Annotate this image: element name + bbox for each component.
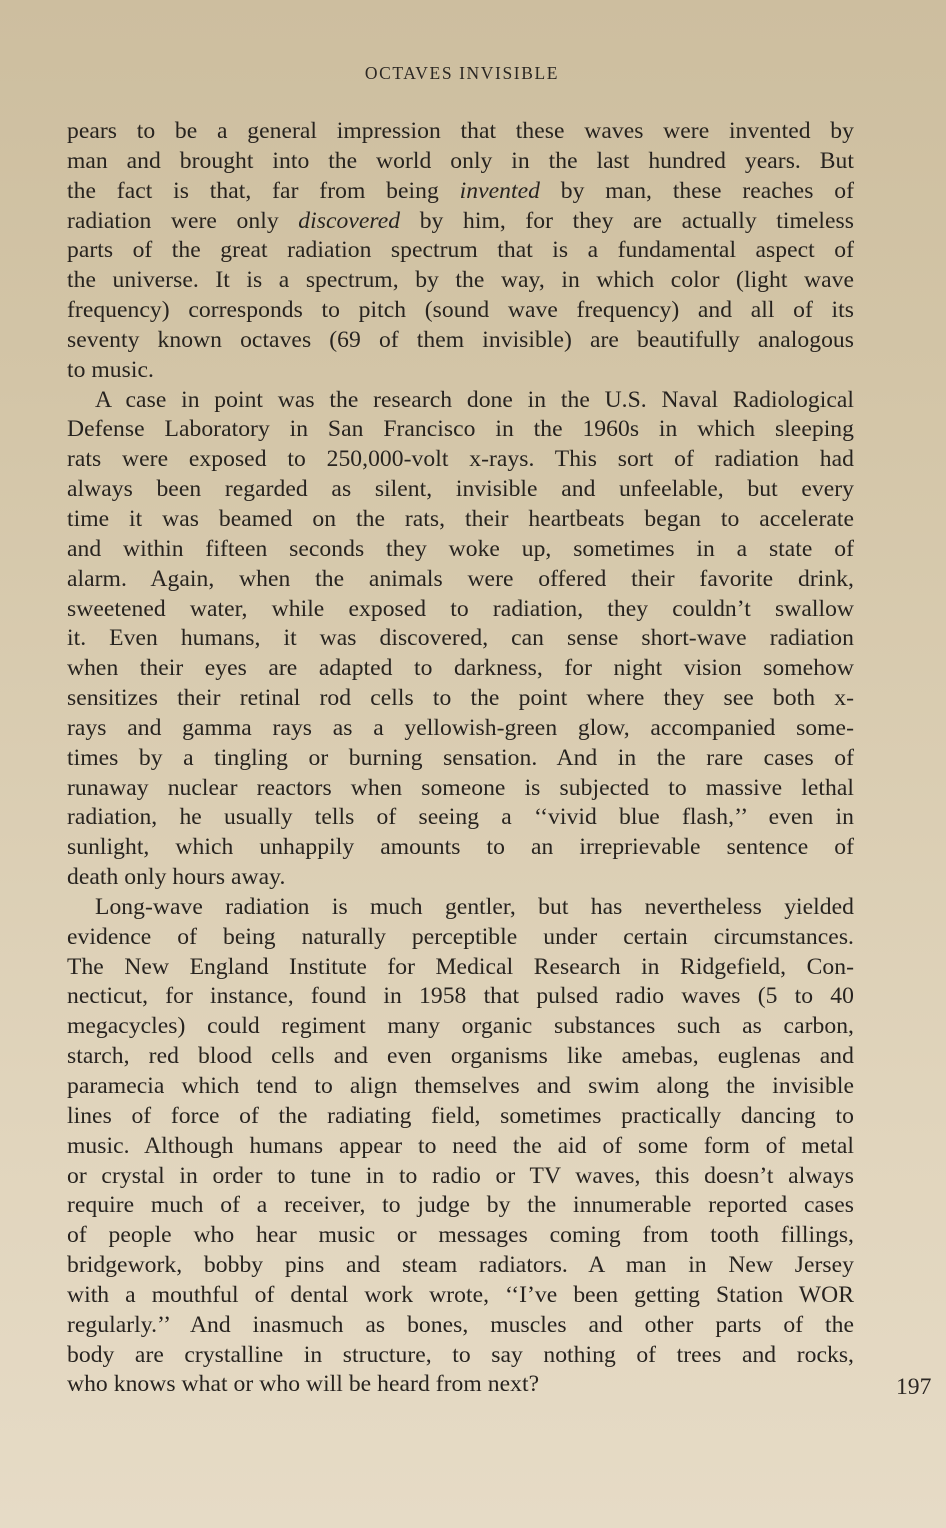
text-line: body are crystalline in structure, to say nothing of trees and rocks, [67, 1341, 854, 1368]
text-line: sunlight, which unhappily amounts to an irreprievable sentence of [67, 834, 854, 861]
running-head: OCTAVES INVISIBLE [364, 63, 560, 83]
text-line: sensitizes their retinal rod cells to the point where they see both x- [67, 685, 854, 712]
text-line: and within fifteen seconds they woke up, sometimes in a state of [67, 535, 854, 562]
text-line: who knows what or who will be heard from next? [67, 1371, 540, 1398]
text-line: of people who hear music or messages coming from tooth fillings, [67, 1222, 854, 1249]
text-line: times by a tingling or burning sensation. And in the rare cases of [67, 744, 854, 771]
text-line: radiation were only discovered by him, for they are actually timeless [67, 207, 854, 234]
text-line: frequency) corresponds to pitch (sound wave frequency) and all of its [67, 297, 854, 324]
text-line: time it was beamed on the rats, their heartbeats began to accelerate [67, 505, 854, 532]
text-line: regularly.’’ And inasmuch as bones, muscles and other parts of the [67, 1311, 854, 1338]
text-line: with a mouthful of dental work wrote, ‘‘I’ve been getting Station WOR [67, 1281, 854, 1308]
text-line: rats were exposed to 250,000-volt x-rays. This sort of radiation had [67, 446, 854, 473]
page-number: 197 [896, 1374, 932, 1400]
text-line: sweetened water, while exposed to radiation, they couldn’t swallow [67, 595, 854, 622]
text-line: always been regarded as silent, invisible and unfeelable, but every [67, 476, 854, 503]
text-line: starch, red blood cells and even organisms like amebas, euglenas and [67, 1043, 854, 1070]
text-line: require much of a receiver, to judge by the innumerable reported cases [67, 1192, 854, 1219]
text-line: music. Although humans appear to need the aid of some form of metal [67, 1132, 854, 1159]
body-text [67, 117, 854, 1400]
paragraph [67, 893, 854, 1400]
emphasis: invented [459, 177, 540, 204]
text-line: rays and gamma rays as a yellowish-green glow, accompanied some- [67, 714, 854, 741]
text-line: necticut, for instance, found in 1958 that pulsed radio waves (5 to 40 [67, 983, 854, 1010]
text-line: runaway nuclear reactors when someone is subjected to massive lethal [67, 774, 854, 801]
text-line: the fact is that, far from being invented by man, these reaches of [67, 177, 854, 204]
text-line: man and brought into the world only in the last hundred years. But [67, 147, 854, 174]
text-line: lines of force of the radiating field, sometimes practically dancing to [67, 1102, 854, 1129]
paragraph [67, 117, 854, 386]
text-line: The New England Institute for Medical Research in Ridgefield, Con- [67, 953, 854, 980]
emphasis: discovered [298, 207, 401, 234]
text-line: pears to be a general impression that these waves were invented by [67, 118, 854, 144]
text-line: paramecia which tend to align themselves and swim along the invisible [67, 1073, 854, 1099]
text-line: bridgework, bobby pins and steam radiators. A man in New Jersey [67, 1252, 854, 1279]
text-line: the universe. It is a spectrum, by the way, in which color (light wave [67, 267, 854, 294]
text-line: to music. [67, 356, 154, 383]
text-line: Defense Laboratory in San Francisco in the 1960s in which sleeping [67, 416, 854, 443]
text-line: radiation, he usually tells of seeing a ‘‘vivid blue flash,’’ even in [67, 804, 854, 831]
paragraph [67, 386, 854, 893]
text-line: A case in point was the research done in the U.S. Naval Radiological [95, 386, 854, 413]
text-line: when their eyes are adapted to darkness, for night vision somehow [67, 655, 854, 682]
text-line: Long-wave radiation is much gentler, but has nevertheless yielded [95, 893, 854, 920]
text-line: evidence of being naturally perceptible under certain circumstances. [67, 923, 854, 950]
text-line: megacycles) could regiment many organic substances such as carbon, [67, 1013, 854, 1040]
text-line: parts of the great radiation spectrum that is a fundamental aspect of [67, 237, 854, 264]
text-line: alarm. Again, when the animals were offered their favorite drink, [67, 565, 854, 592]
text-line: seventy known octaves (69 of them invisible) are beautifully analogous [67, 326, 854, 353]
text-line: death only hours away. [67, 864, 286, 891]
text-line: it. Even humans, it was discovered, can sense short-wave radiation [67, 625, 854, 652]
text-line: or crystal in order to tune in to radio or TV waves, this doesn’t always [67, 1162, 854, 1189]
